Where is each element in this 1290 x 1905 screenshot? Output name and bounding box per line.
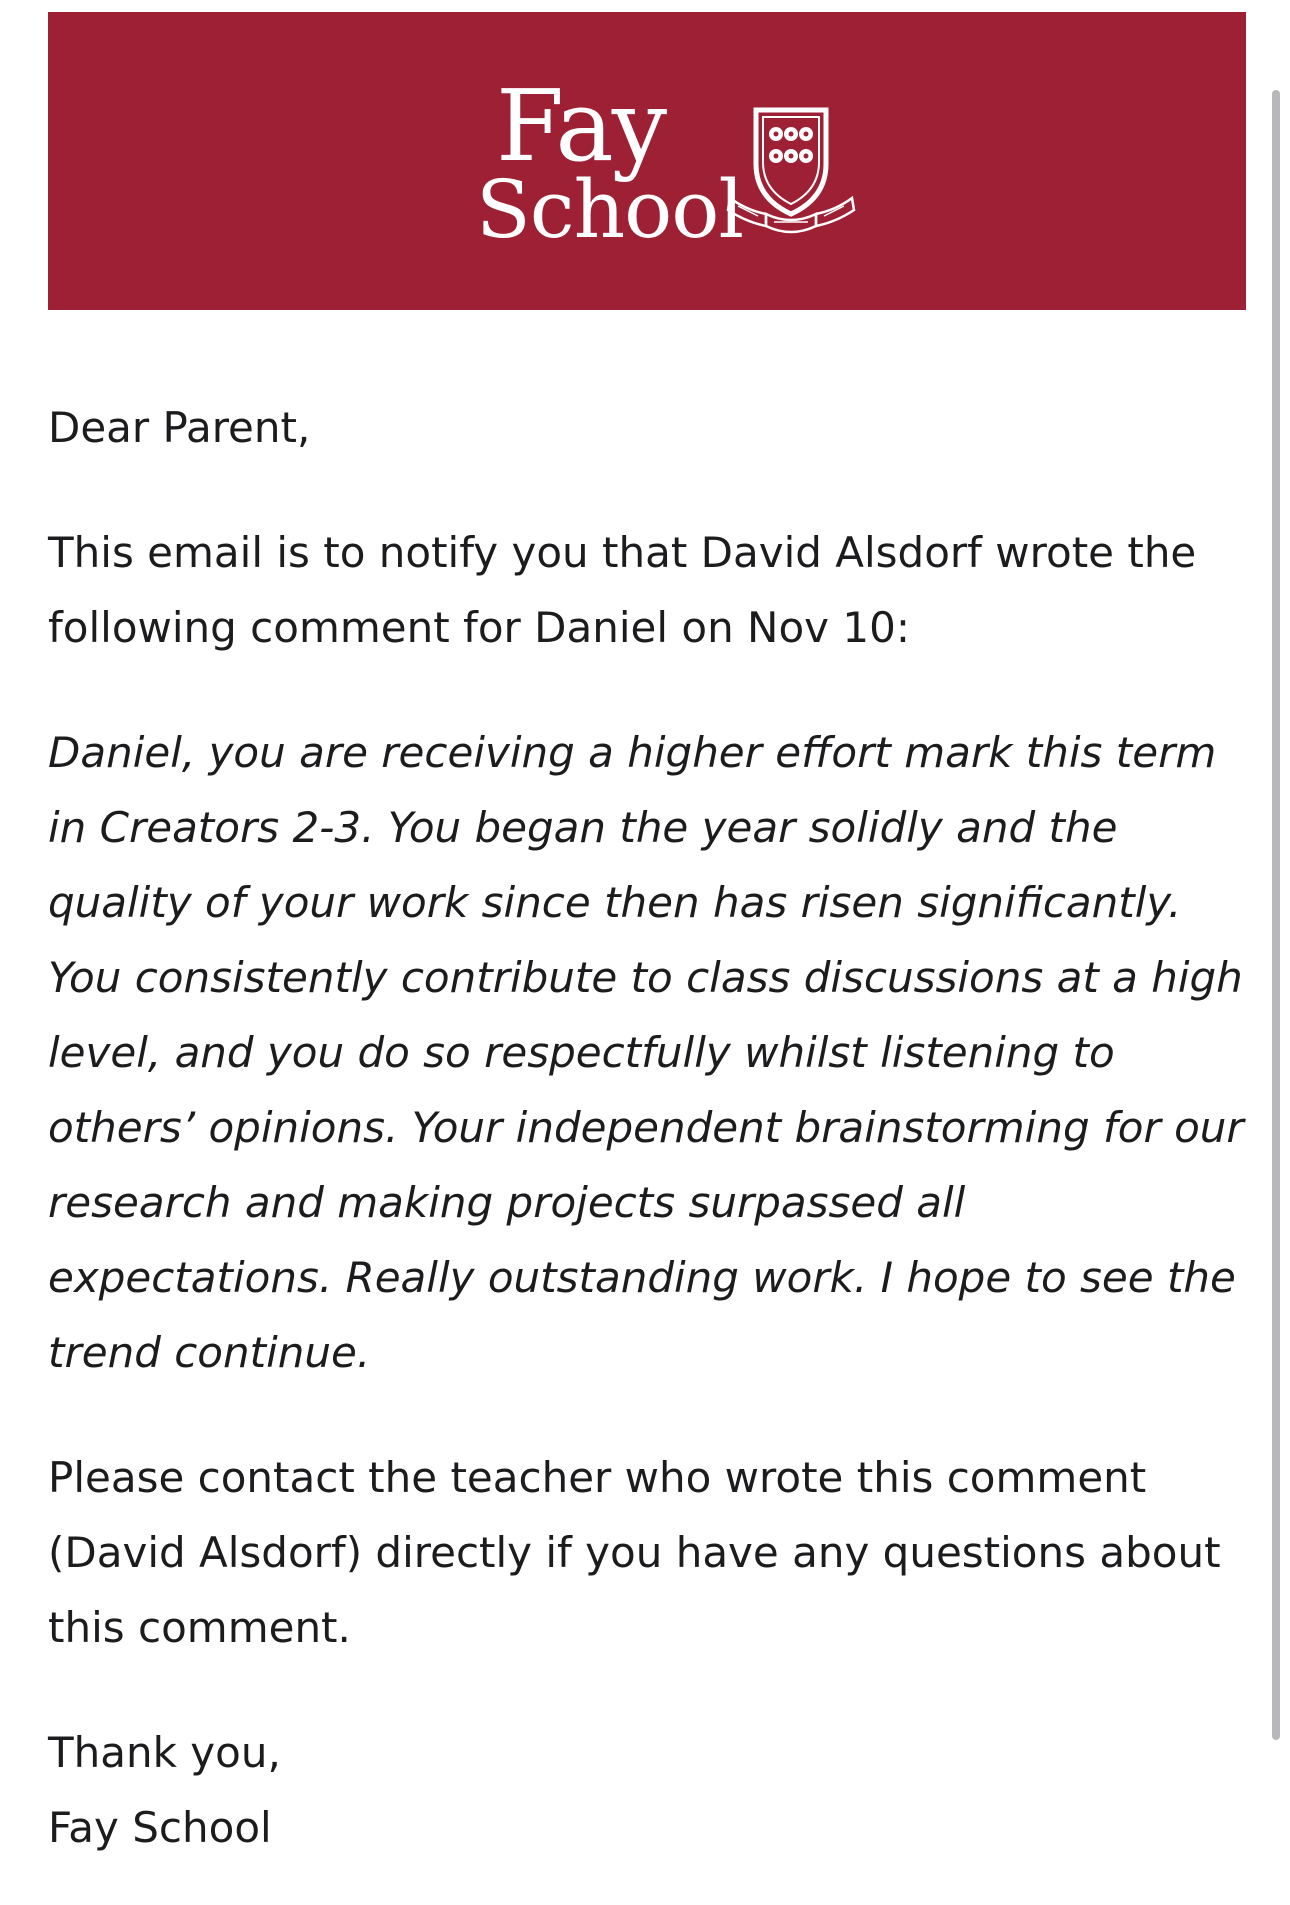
salutation: Dear Parent, [48, 403, 311, 452]
scrollbar[interactable] [1272, 90, 1280, 1740]
signature: Fay School [48, 1803, 272, 1852]
intro-paragraph: This email is to notify you that David Alsdorf wrote the following comment for Daniel on Nov 10: [48, 528, 1197, 652]
logo-text-fay: Fay [496, 70, 666, 184]
school-header-banner [48, 12, 1246, 310]
contact-paragraph: Please contact the teacher who wrote this comment (David Alsdorf) directly if you have any questions about this comment. [48, 1453, 1221, 1652]
teacher-comment: Daniel, you are receiving a higher effort mark this term in Creators 2-3. You began the year solidly and the quality of your work since then has risen significantly. You consistently contribute to class discussions at a high level, and you do so respectfully whilst listening to others’ opinions. Your independent brainstorming for our research and making projects surpassed all expectations. Really outstanding work. I hope to see the trend continue. [48, 728, 1244, 1377]
closing: Thank you, [48, 1728, 281, 1777]
email-body [48, 390, 1253, 1865]
school-crest-icon [726, 102, 856, 242]
logo-text-school: School [476, 163, 744, 256]
